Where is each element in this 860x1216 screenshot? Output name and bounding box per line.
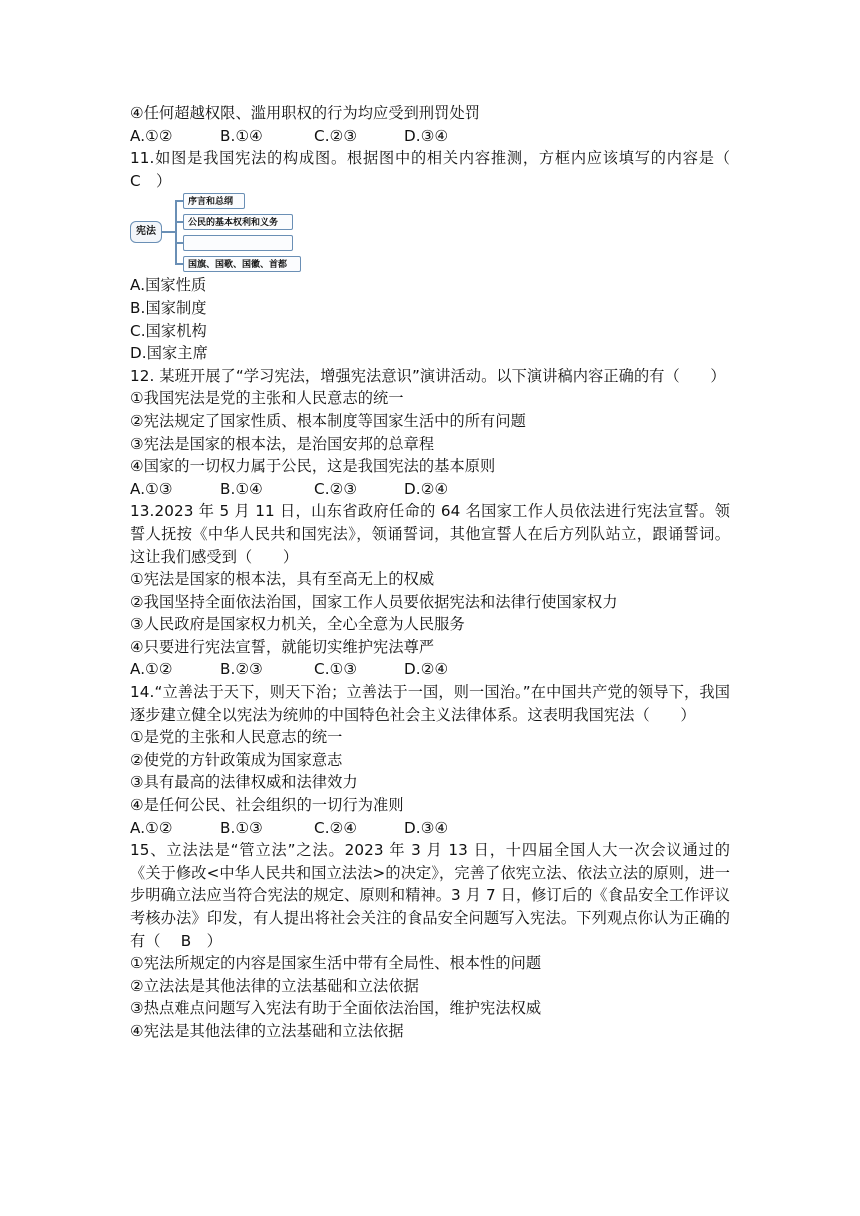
constitution-structure-diagram	[130, 194, 310, 274]
q10-option-4: ④任何超越权限、滥用职权的行为均应受到刑罚处罚	[130, 104, 481, 122]
diagram-connector	[175, 263, 183, 265]
answer-choice: D.②④	[404, 660, 449, 679]
answer-choice: D.②④	[404, 479, 449, 498]
q12-answer-choices	[130, 478, 730, 501]
answer-choice: C.②③	[314, 479, 358, 498]
q14-stem: 14.“立善法于天下，则天下治；立善法于一国，则一国治。”在中国共产党的领导下，我国逐步建立健全以宪法为统帅的中国特色社会主义法律体系。这表明我国宪法（ ）	[130, 683, 730, 724]
q13-item-4: ④只要进行宪法宣誓，就能切实维护宪法尊严	[130, 637, 435, 656]
exam-page	[130, 102, 751, 1043]
q14-item-3: ③具有最高的法律权威和法律效力	[130, 773, 358, 792]
answer-choice: B.①③	[220, 818, 263, 837]
q13-stem: 13.2023 年 5 月 11 日，山东省政府任命的 64 名国家工作人员依法进行宪法宣誓。领誓人抚按《中华人民共和国宪法》，领诵誓词，其他宣誓人在后方列队站立，跟诵誓词。这让我们感受到（ ）	[130, 502, 730, 566]
diagram-box-symbols: 国旗、国歌、国徽、首都	[183, 256, 301, 272]
answer-choice: A.①③	[130, 479, 173, 498]
q15-item-1: ①宪法所规定的内容是国家生活中带有全局性、根本性的问题	[130, 954, 542, 973]
diagram-box-preamble: 序言和总纲	[183, 193, 245, 209]
q15-item-3: ③热点难点问题写入宪法有助于全面依法治国，维护宪法权威	[130, 999, 542, 1018]
q14-item-4: ④是任何公民、社会组织的一切行为准则	[130, 796, 404, 815]
q12-stem: 12. 某班开展了“学习宪法，增强宪法意识”演讲活动。以下演讲稿内容正确的有（ ）	[130, 366, 726, 385]
q14-item-1: ①是党的主张和人民意志的统一	[130, 728, 343, 747]
answer-choice: A.①②	[130, 818, 173, 837]
answer-choice: D.③④	[404, 126, 449, 145]
q14-item-2: ②使党的方针政策成为国家意志	[130, 750, 343, 769]
answer-choice: A.①②	[130, 660, 173, 679]
q12-item-2: ②宪法规定了国家性质、根本制度等国家生活中的所有问题	[130, 411, 526, 430]
diagram-root-label: 宪法	[130, 221, 162, 243]
q14-answer-choices	[130, 817, 730, 840]
q12-item-1: ①我国宪法是党的主张和人民意志的统一	[130, 389, 404, 408]
answer-choice: C.②④	[314, 818, 358, 837]
answer-choice: A.①②	[130, 126, 173, 145]
diagram-box-rights: 公民的基本权利和义务	[183, 214, 293, 230]
q15-stem: 15、立法法是“管立法”之法。2023 年 3 月 13 日，十四届全国人大一次会议通过的《关于修改<中华人民共和国立法法>的决定》，完善了依宪立法、依法立法的原则，进一步明确立法应当符合宪法的规定、原则和精神。3 月 7 日，修订后的《食品安全工作评议考核办法》印发，有人提出将社会关注的食品安全问题写入宪法。下列观点你认为正确的有（ B ）	[130, 841, 730, 950]
q12-item-4: ④国家的一切权力属于公民，这是我国宪法的基本原则	[130, 457, 496, 476]
diagram-connector	[175, 221, 183, 223]
q11-option-d: D.国家主席	[130, 344, 208, 363]
answer-choice: C.①③	[314, 660, 358, 679]
answer-choice: B.②③	[220, 660, 263, 679]
q12-item-3: ③宪法是国家的根本法，是治国安邦的总章程	[130, 434, 435, 453]
q11-option-b: B.国家制度	[130, 298, 207, 317]
diagram-box-blank	[183, 235, 293, 251]
diagram-connector	[175, 200, 183, 202]
answer-choice: B.①④	[220, 479, 263, 498]
q11-option-c: C.国家机构	[130, 321, 207, 340]
q13-item-3: ③人民政府是国家权力机关，全心全意为人民服务	[130, 615, 465, 634]
q15-item-2: ②立法法是其他法律的立法基础和立法依据	[130, 976, 419, 995]
answer-choice: C.②③	[314, 126, 358, 145]
q10-answer-choices	[130, 125, 730, 148]
q11-option-a: A.国家性质	[130, 276, 207, 295]
q15-item-4: ④宪法是其他法律的立法基础和立法依据	[130, 1021, 404, 1040]
answer-choice: B.①④	[220, 126, 263, 145]
answer-choice: D.③④	[404, 818, 449, 837]
diagram-connector	[175, 200, 177, 264]
q11-stem: 11.如图是我国宪法的构成图。根据图中的相关内容推测，方框内应该填写的内容是（ C ）	[130, 149, 751, 190]
q13-item-1: ①宪法是国家的根本法，具有至高无上的权威	[130, 570, 435, 589]
q13-answer-choices	[130, 658, 730, 681]
diagram-connector	[161, 231, 175, 233]
q13-item-2: ②我国坚持全面依法治国，国家工作人员要依据宪法和法律行使国家权力	[130, 592, 618, 611]
diagram-connector	[175, 242, 183, 244]
